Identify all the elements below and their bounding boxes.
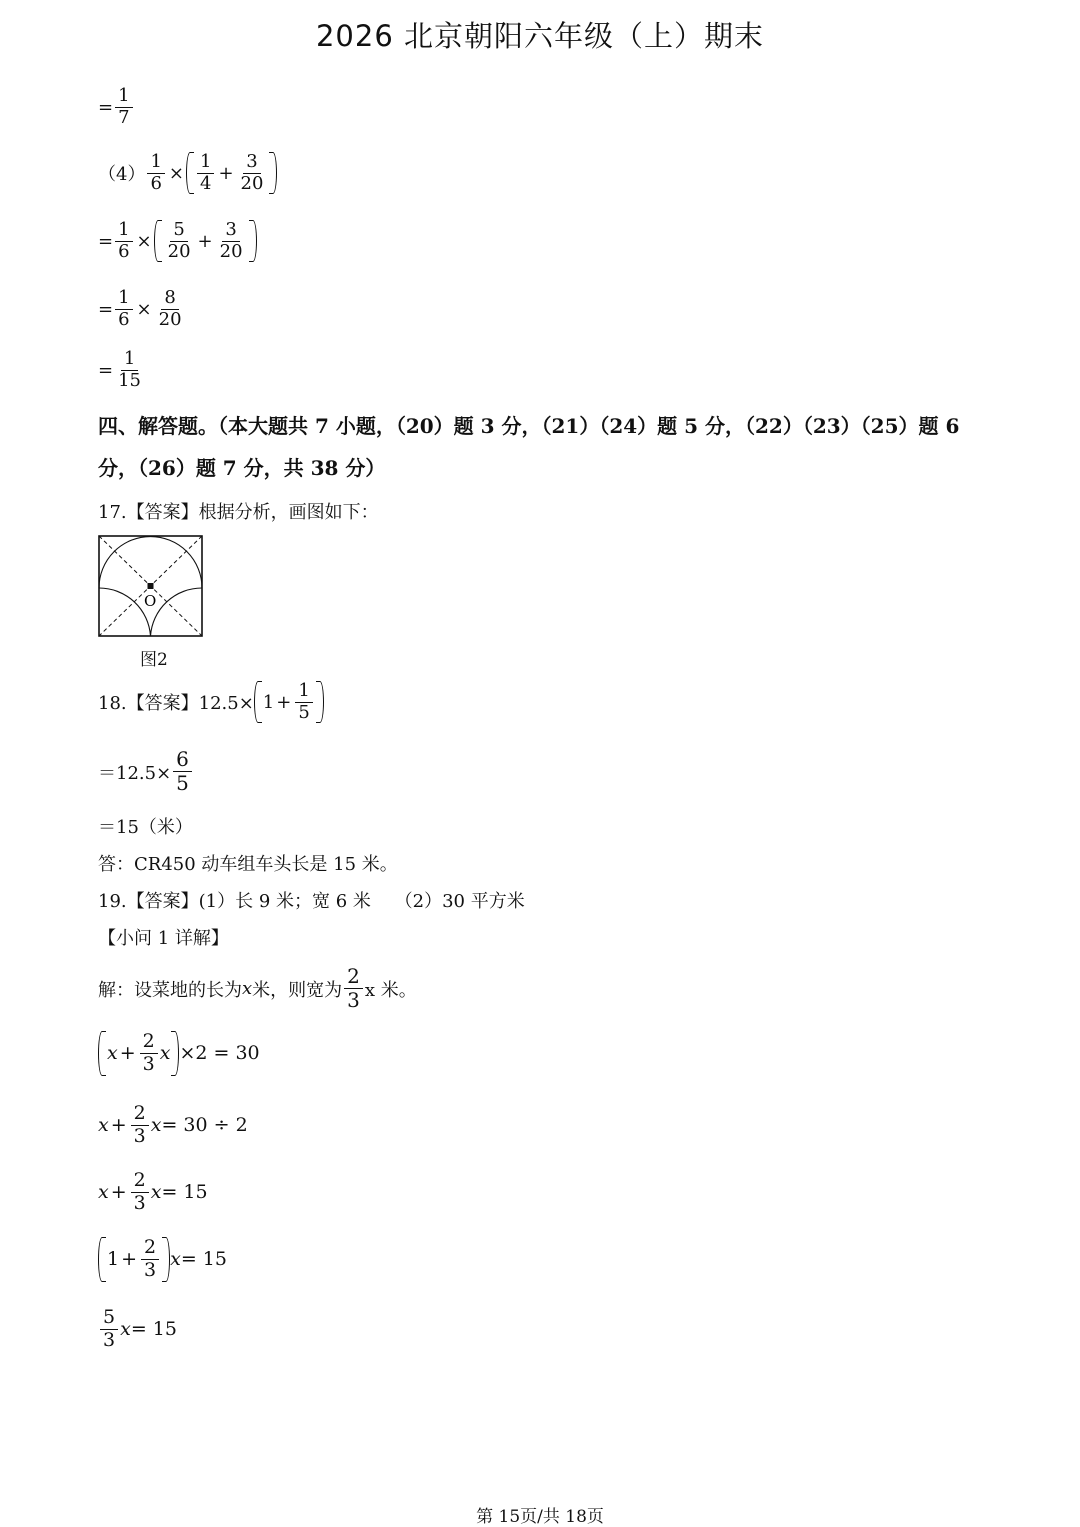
q19-eq2: x + $\frac{2}{3}$ x = 30 ÷ 2 — [98, 1102, 248, 1147]
page-title: 2026 北京朝阳六年级（上）期末 — [315, 19, 765, 53]
q19-eq1: x + $\frac{2}{3}$ x ×2 = 30 — [98, 1031, 260, 1076]
parenthesis-group: x + $\frac{2}{3}$ x — [98, 1031, 179, 1076]
q19-eq3: x + $\frac{2}{3}$ x = 15 — [98, 1169, 208, 1214]
calc4-line4: = $\frac{1}{15}$ — [98, 348, 141, 391]
q18-line1: 18.【答案】12.5× 1 + $\frac{1}{5}$ — [98, 681, 324, 723]
q19-eq4: 1 + $\frac{2}{3}$ x = 15 — [98, 1237, 227, 1282]
q18-answer: 答：CR450 动车组车头长是 15 米。 — [98, 854, 398, 875]
q19-eq5: $\frac{5}{3}$ x = 15 — [98, 1307, 177, 1352]
parenthesis-group: 1 + $\frac{1}{5}$ — [254, 681, 324, 723]
calc4-line1: （4） $\frac{1}{6}$ × $\frac{1}{4}$ + $\frac{3}{20}$ — [98, 152, 277, 194]
geometry-figure — [96, 533, 206, 645]
q18-line3: ＝15（米） — [98, 817, 193, 838]
q17-text: 17.【答案】根据分析，画图如下： — [98, 502, 379, 523]
parenthesis-group: 1 + $\frac{2}{3}$ — [98, 1237, 170, 1282]
parenthesis-group: $\frac{1}{4}$ + $\frac{3}{20}$ — [186, 152, 277, 194]
q19-subtitle: 【小问 1 详解】 — [98, 928, 229, 949]
parenthesis-group: $\frac{5}{20}$ + $\frac{3}{20}$ — [154, 220, 257, 262]
figure-caption: 图2 — [140, 650, 168, 670]
calc4-line2: = $\frac{1}{6}$ × $\frac{5}{20}$ + $\frac{3}{20}$ — [98, 220, 257, 262]
calc3-result: = $\frac{1}{7}$ — [98, 86, 135, 128]
page-footer: 第 15页/共 18页 — [476, 1507, 604, 1527]
section-heading: 四、解答题。（本大题共 7 小题，（20）题 3 分，（21）（24）题 5 分，（22）（23）（25）题 6 分，（26）题 7 分，共 38 分） — [98, 414, 960, 480]
fraction: $\frac{1}{6}$ — [147, 152, 164, 194]
fraction: $\frac{1}{7}$ — [115, 86, 132, 128]
q19-intro: 解：设菜地的长为 x 米，则宽为 $\frac{2}{3}$ x 米。 — [98, 964, 417, 1012]
calc4-line3: = $\frac{1}{6}$ × $\frac{8}{20}$ — [98, 287, 182, 330]
center-label: O — [144, 592, 157, 610]
q19-text: 19.【答案】(1）长 9 米；宽 6 米 （2）30 平方米 — [98, 891, 525, 912]
q18-line2: ＝12.5× $\frac{6}{5}$ — [98, 748, 194, 795]
